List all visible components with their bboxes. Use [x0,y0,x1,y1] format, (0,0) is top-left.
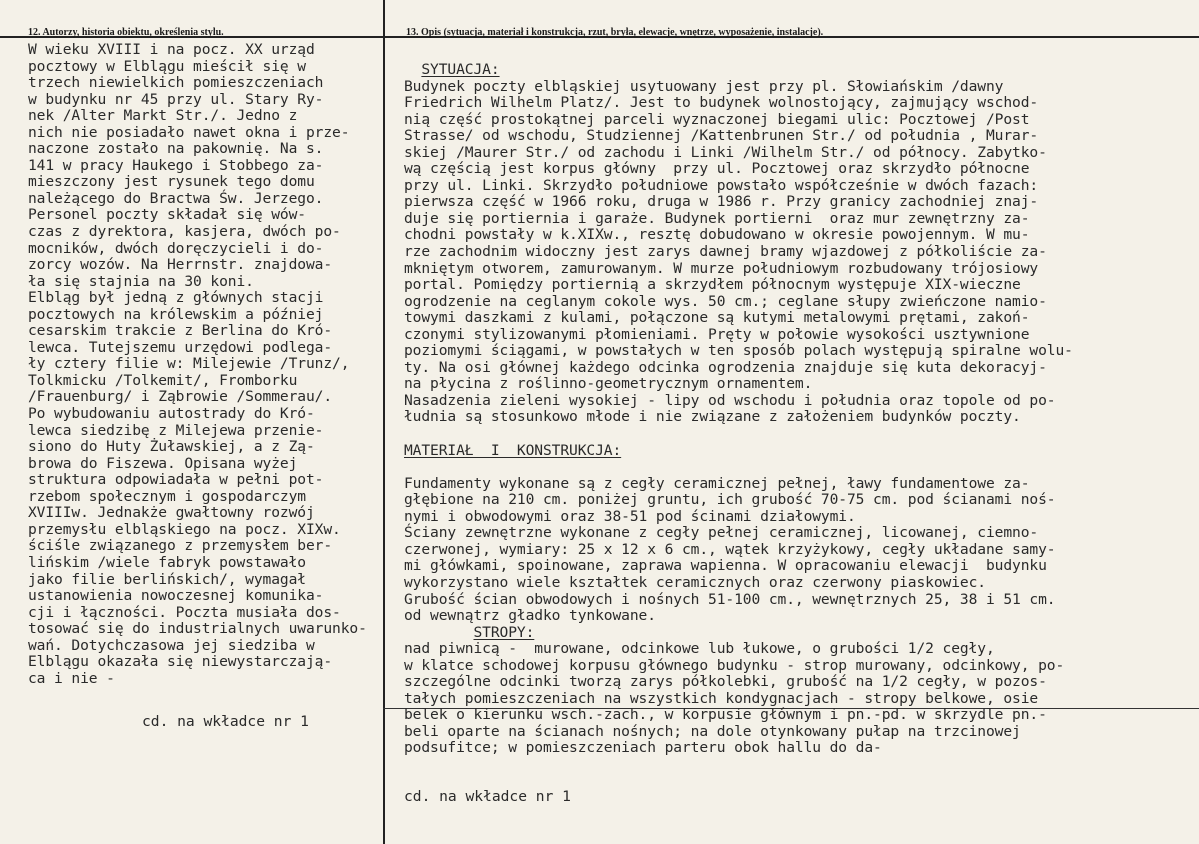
history-text-line: ła się stajnia na 30 koni. [28,272,254,290]
section-heading [404,62,1073,79]
description-text-line: nymi i obwodowymi oraz 38-51 pod ścinami działowymi. [404,507,856,525]
description-text-line: szczególne odcinki tworzą zarys półkolebki, grubość na 1/2 cegły, w pozos- [404,673,1047,691]
description-text-line [404,426,1073,443]
history-text-line: Personel poczty składał się wów- [28,206,306,224]
description-text-line: czonymi stylizowanymi płomieniami. Pręty w połowie wysokości usztywnione [404,325,1030,343]
history-text-line: mocników, dwóch doręczycieli i do- [28,239,324,257]
section-heading-text: STROPY: [473,623,535,641]
description-text-line: ty. Na osi głównej każdego odcinka ogrodzenia znajduje się kuta dekoracyj- [404,358,1047,376]
description-text-line: duje się portiernia i garaże. Budynek portierni oraz mur zewnętrzny za- [404,209,1030,227]
history-text-line: /Frauenburg/ i Ząbrowie /Sommerau/. [28,388,333,406]
history-text-line: pocztowych na królewskim a później [28,305,324,323]
history-text-line: mieszczony jest rysunek tego domu [28,173,315,191]
history-text-line: struktura odpowiadała w pełni pot- [28,471,324,489]
section-heading-text: MATERIAŁ I KONSTRUKCJA: [404,441,622,459]
history-text-line: Tolkmicku /Tolkemit/, Fromborku [28,371,298,389]
history-text-line: Po wybudowaniu autostrady do Kró- [28,405,315,423]
history-text-line: nek /Alter Markt Str./. Jedno z [28,107,298,125]
description-text-line: chodni powstały w k.XIXw., resztę dobudowano w okresie powojennym. W mu- [404,226,1030,244]
history-text-line: Elblągu okazała się niewystarczają- [28,653,333,671]
history-text-line: lewca. Tutejszemu urzędowi podlega- [28,338,333,356]
right-section-header: 13. Opis (sytuacja, materiał i konstrukcja, rzut, bryła, elewacje, wnętrze, wyposażenie, instalacje). [406,27,824,38]
history-text-line: ły cztery filie w: Milejewie /Trunz/, [28,355,350,373]
description-text-line: Fundamenty wykonane są z cegły ceramicznej pełnej, ławy fundamentowe za- [404,474,1030,492]
description-text-line: mi główkami, spoinowane, zaprawa wapienna. W opracowaniu elewacji budynku [404,557,1047,575]
history-text-line: 141 w pracy Haukego i Stobbego za- [28,156,324,174]
history-text-line: trzech niewielkich pomieszczeniach [28,74,324,92]
history-text-line: rzebom społecznym i gospodarczym [28,487,306,505]
history-text-line: ściśle związanego z przemysłem ber- [28,537,333,555]
description-text-line: Grubość ścian obwodowych i nośnych 51-100 cm., wewnętrznych 25, 38 i 51 cm. [404,590,1056,608]
description-text-line: Strasse/ od wschodu, Studziennej /Kattenbrunen Str./ od południa , Murar- [404,127,1039,145]
description-text-line: łudnia są stosunkowo młode i nie związane z założeniem budynków poczty. [404,408,1021,426]
description-text-line: wykorzystano wiele kształtek ceramicznych oraz czerwony piaskowiec. [404,573,986,591]
description-column [404,62,1073,757]
history-text-line: lewca siedzibę z Milejewa przenie- [28,421,324,439]
description-text-line: czerwonej, wymiary: 25 x 12 x 6 cm., wątek krzyżykowy, cegły układane samy- [404,540,1056,558]
history-text-line: tosować się do industrialnych uwarunko- [28,620,367,638]
history-text-line: ca i nie - [28,669,115,687]
history-text-line: lińskim /wiele fabryk powstawało [28,553,306,571]
history-text-line: browa do Fiszewa. Opisana wyżej [28,454,298,472]
description-text-line: rze zachodnim widoczny jest zarys dawnej bramy wjazdowej z półkoliście za- [404,243,1047,261]
history-text-line: Elbląg był jedną z głównych stacji [28,289,324,307]
description-text-line: tałych pomieszczeniach na wszystkich kondygnacjach - stropy belkowe, osie [404,689,1039,707]
description-text-line: Ściany zewnętrzne wykonane z cegły pełnej ceramicznej, licowanej, ciemno- [404,524,1039,542]
section-heading-text: SYTUACJA: [421,61,500,78]
description-text-line: Friedrich Wilhelm Platz/. Jest to budynek wolnostojący, zajmujący wschod- [404,94,1039,112]
description-text-line: podsufitce; w pomieszczeniach parteru obok hallu do da- [404,739,882,757]
description-text-line: na płycina z roślinno-geometrycznym ornamentem. [404,375,813,393]
right-continuation-note: cd. na wkładce nr 1 [404,788,571,805]
description-text-line: nią część prostokątnej parceli wyznaczonej biegami ulic: Pocztowej /Post [404,110,1030,128]
history-text-line: nich nie posiadało nawet okna i prze- [28,123,350,141]
description-text-line: wą częścią jest korpus główny przy ul. Pocztowej oraz skrzydło północne [404,160,1030,178]
history-column [28,42,367,687]
history-text-line: W wieku XVIII i na pocz. XX urząd [28,41,315,58]
history-text-line: ustanowienia nowoczesnej komunika- [28,587,324,605]
history-text-line: siono do Huty Żuławskiej, a z Zą- [28,438,315,456]
history-text-line: XVIIIw. Jednakże gwałtowny rozwój [28,504,315,522]
section-heading [404,625,1073,642]
history-text-line: należącego do Bractwa Św. Jerzego. [28,189,324,207]
description-text-line: w klatce schodowej korpusu głównego budynku - strop murowany, odcinkowy, po- [404,656,1065,674]
history-text-line: czas z dyrektora, kasjera, dwóch po- [28,223,341,241]
description-text-line: mkniętym otworem, zamurowanym. W murze południowym rozbudowany trójosiowy [404,259,1039,277]
description-text-line: skiej /Maurer Str./ od zachodu i Linki /Wilhelm Str./ od północy. Zabytko- [404,143,1047,161]
description-text-line: Budynek poczty elbląskiej usytuowany jest przy pl. Słowiańskim /dawny [404,77,1004,95]
history-text-line: w budynku nr 45 przy ul. Stary Ry- [28,90,324,108]
section-heading [404,443,1073,460]
history-text-line: zorcy wozów. Na Herrnstr. znajdowa- [28,256,333,274]
description-text-line: beli oparte na ścianach nośnych; na dole otynkowany pułap na trzcinowej [404,722,1021,740]
history-text-line: naczone zostało na pakownię. Na s. [28,140,324,158]
description-text-line: Nasadzenia zieleni wysokiej - lipy od wschodu i południa oraz topole od po- [404,391,1056,409]
history-text-line: wań. Dotychczasowa jej siedziba w [28,636,315,654]
description-text-line: portal. Pomiędzy portiernią a skrzydłem północnym występuje XIX-wieczne [404,276,1021,294]
history-text-line: cesarskim trakcie z Berlina do Kró- [28,322,333,340]
history-text-line: jako filie berlińskich/, wymagał [28,570,306,588]
history-text-line: przemysłu elbląskiego na pocz. XIXw. [28,520,341,538]
column-divider [383,0,385,844]
description-text-line: przy ul. Linki. Skrzydło południowe powstało współcześnie w dwóch fazach: [404,176,1039,194]
history-text-line: pocztowy w Elblągu mieścił się w [28,57,306,75]
description-text-line: towymi daszkami z kulami, połączone są kutymi metalowymi prętami, zakoń- [404,309,1030,327]
description-text-line: ogrodzenie na ceglanym cokole wys. 50 cm.; ceglane słupy zwieńczone namio- [404,292,1047,310]
description-text-line: belek o kierunku wsch.-zach., w korpusie głównym i pn.-pd. w skrzydle pn.- [404,706,1047,724]
description-text-line [404,459,1073,476]
description-text-line: poziomymi ściągami, w powstałych w ten sposób polach występują spiralne wolu- [404,342,1073,360]
description-text-line: od wewnątrz gładko tynkowane. [404,607,656,625]
description-text-line: głębione na 210 cm. poniżej gruntu, ich grubość 70-75 cm. pod ścianami noś- [404,491,1056,509]
history-text-line: cji i łączności. Poczta musiała dos- [28,603,341,621]
left-continuation-note: cd. na wkładce nr 1 [142,713,309,730]
description-text-line: pierwsza część w 1966 roku, druga w 1986 r. Przy granicy zachodniej znaj- [404,193,1039,211]
description-text-line: nad piwnicą - murowane, odcinkowe lub łukowe, o grubości 1/2 cegły, [404,640,995,658]
left-section-header: 12. Autorzy, historia obiektu, określenia stylu. [28,27,224,38]
